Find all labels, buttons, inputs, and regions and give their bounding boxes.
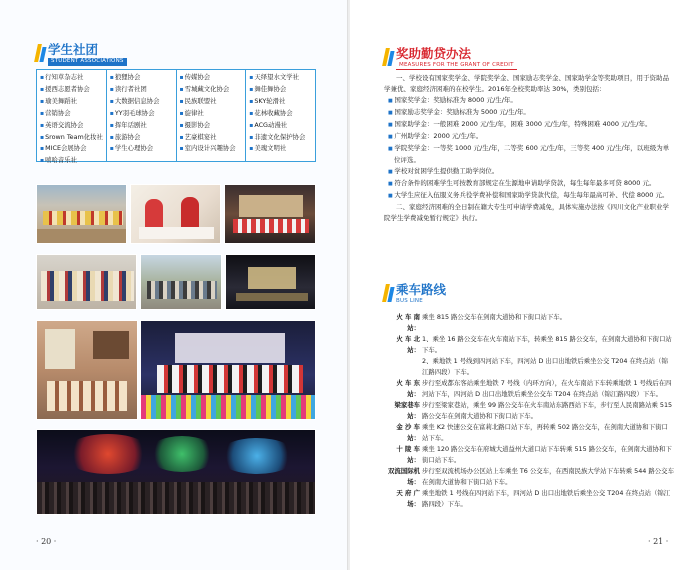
route-description: 乘坐地铁 1 号线在四河站下车，四河站 D 出口出地铁后乘坐公交 T204 在终点站（锦江路四段）下车。 [422, 489, 671, 508]
route-description: 1、乘坐 16 路公交车在火车南站下车，转乘坐 815 路公交车，在剑南大道协和下街口站下车。 [422, 335, 672, 354]
photo-painting-activity [130, 184, 221, 244]
photo-stage-event [224, 184, 316, 244]
heading-mark-icon [384, 284, 393, 304]
route-description: 步行至梁家巷站，乘坐 99 路公交车在火车南站东路西站下车，步行至人民南路站乘 515 路公交车在剑南大道协和下街口站下车。 [422, 401, 673, 420]
associations-column-2 [107, 70, 177, 161]
bus-routes-list [384, 312, 674, 510]
route-entry [384, 444, 674, 466]
route-station-label: 金 沙 车 站： [396, 423, 420, 442]
association-item: ▪ 旋律社 [180, 108, 246, 120]
association-item: ▪ 花林收藏协会 [249, 108, 315, 120]
association-item: ▪ 雪城藏文化协会 [180, 84, 246, 96]
photo-costume-group [36, 254, 137, 310]
route-entry [384, 334, 674, 378]
route-entry [384, 466, 674, 488]
route-station-label: 火 车 北 站： [396, 335, 420, 354]
route-station-label: 火 车 南 站： [396, 313, 420, 332]
heading-subtitle: STUDENT ASSOCIATIONS [51, 58, 124, 64]
association-item: ▪ 嘻哈音乐社 [40, 155, 106, 167]
association-item: ▪ ACG动漫社 [249, 120, 315, 132]
association-item: ▪ MICE会展协会 [40, 143, 106, 155]
heading-title: 奖助勤贷办法 [396, 46, 472, 61]
photo-music-room [36, 320, 138, 420]
association-item: ▪ 室内设计兴趣协会 [180, 143, 246, 155]
heading-title: 学生社团 [48, 42, 99, 57]
association-item: ▪ 行知草杂志社 [40, 72, 106, 84]
photo-exhibition-hall [225, 254, 316, 310]
association-item: ▪ 天绎望水文学社 [249, 72, 315, 84]
association-item: ▪ 狼狸协会 [110, 72, 176, 84]
photo-night-gathering [36, 429, 316, 515]
route-entry [384, 378, 674, 400]
association-item: ▪ 旅游协会 [110, 132, 176, 144]
association-item: ▪ 学生心理协会 [110, 143, 176, 155]
association-item: ▪ 瑜美舞蹈社 [40, 96, 106, 108]
grant-item: ■ 国家励志奖学金：奖励标准为 5000 元/生/年。 [384, 107, 674, 119]
route-description: 步行至成都东客站乘坐地铁 7 号线（内环方向），在火车南站下车转乘地铁 1 号线后在四河站下车，四河站 D 出口出地铁后乘坐公交车 T204 在终点站（锦江路四段）下车。 [422, 379, 672, 398]
route-entry [384, 400, 674, 422]
route-entry [384, 488, 674, 510]
photo-outdoor-cycling [140, 254, 222, 310]
grant-section-body [384, 73, 674, 224]
association-item: ▪ 营销协会 [40, 108, 106, 120]
route-station-label: 双流国际机场： [388, 467, 420, 486]
association-item: ▪ YY羽毛球协会 [110, 108, 176, 120]
grant-item: ■ 符合条件的困难学生可按教育部规定在生源地申请助学贷款，每生每年最多可贷 8000 元。 [384, 178, 674, 190]
grant-item: ■ 广州助学金：2000 元/生/年。 [384, 131, 674, 143]
route-entry [384, 312, 674, 334]
grant-measures-heading [384, 47, 517, 70]
association-item: ▪ 艺豪棋宴社 [180, 132, 246, 144]
grant-item: ■ 大学生应征入伍服义务兵役学费补偿和国家助学贷款代偿，每生每年最高可补、代偿 8000 元。 [384, 190, 674, 202]
association-item: ▪ SKY轮滑社 [249, 96, 315, 108]
association-item: ▪ 非遗文化保护协会 [249, 132, 315, 144]
association-item: ▪ 大数据信息协会 [110, 96, 176, 108]
grant-item: ■ 学校对贫困学生提供勤工助学岗位。 [384, 166, 674, 178]
association-item: ▪ 摄影协会 [180, 120, 246, 132]
page-number-left: · 20 · [36, 537, 57, 546]
heading-mark-icon [36, 44, 45, 64]
grant-item: ■ 国家奖学金：奖励标准为 8000 元/生/年。 [384, 95, 674, 107]
route-entry [384, 422, 674, 444]
association-item: ▪ 民族联盟社 [180, 96, 246, 108]
association-item: ▪ Srown Team化妆社 [40, 132, 106, 144]
associations-column-3 [177, 70, 247, 161]
grant-items-list [384, 95, 674, 202]
association-item: ▪ 读行者社团 [110, 84, 176, 96]
grant-intro-paragraph: 一、学校设有国家奖学金、学院奖学金、国家励志奖学金、国家助学金等奖助项目，用于资助品学兼优、家庭经济困难的在校学生。2016年全校奖助率达 30%，类别包括： [384, 74, 669, 93]
association-item: ▪ 美瑰文明社 [249, 143, 315, 155]
heading-subtitle: BUS LINE [396, 298, 423, 304]
route-description: 乘坐 815 路公交车在剑南大道协和下街口站下车。 [422, 313, 567, 321]
heading-mark-icon [384, 48, 393, 68]
page-number-right: · 21 · [648, 537, 669, 546]
heading-title: 乘车路线 [396, 282, 447, 297]
associations-column-1 [37, 70, 107, 165]
route-description: 2、乘地铁 1 号线到四河站下车，四河站 D 出口出地铁后乘坐公交 T204 在终点站（锦江路四段）下车。 [422, 357, 668, 376]
association-item: ▪ 英语交流协会 [40, 120, 106, 132]
route-station-label: 十 陵 车 站： [396, 445, 420, 464]
left-page [0, 0, 348, 570]
grant-outro-paragraph: 二、家庭经济困难的全日制在籍大专生可申请学费减免，具体实施办法按《四川文化产业职业学院学生学费减免暂行规定》执行。 [384, 203, 669, 222]
association-item: ▪ 挥年话剧社 [110, 120, 176, 132]
grant-item: ■ 学院奖学金：一等奖 1000 元/生/年，二等奖 600 元/生/年，三等奖 400 元/生/年，以班级为单位评选。 [384, 143, 674, 166]
bus-line-heading [384, 283, 446, 305]
route-station-label: 火 车 东 站： [396, 379, 420, 398]
photo-stage-performance [140, 320, 316, 420]
student-associations-heading [36, 43, 127, 66]
photo-group-on-steps [36, 184, 127, 244]
route-description: 乘坐 120 路公交车在府城大道益州大道口站下车转乘 515 路公交车，在剑南大道协和下街口站下车。 [422, 445, 672, 464]
route-station-label: 天 府 广 场： [396, 489, 420, 508]
heading-subtitle: MEASURES FOR THE GRANT OF CREDIT [399, 62, 514, 68]
route-description: 步行至双流机场办公区站上车乘坐 T6 公交车，在西南民族大学站下车转乘 544 路公交车在剑南大道协和下街口站下车。 [422, 467, 674, 486]
associations-column-4 [246, 70, 315, 161]
route-description: 乘坐 K2 快速公交在富莉北路口站下车，再转乘 502 路公交车，在剑南大道协和下街口站下车。 [422, 423, 668, 442]
association-item: ▪ 传媒协会 [180, 72, 246, 84]
association-item: ▪ 舞佳舞协会 [249, 84, 315, 96]
grant-item: ■ 国家助学金：一般困难 2000 元/生/年，困难 3000 元/生/年，特殊困难 4000 元/生/年。 [384, 119, 674, 131]
associations-table [36, 69, 316, 165]
route-station-label: 梁家巷车站： [394, 401, 420, 420]
association-item: ▪ 援西志愿者协会 [40, 84, 106, 96]
